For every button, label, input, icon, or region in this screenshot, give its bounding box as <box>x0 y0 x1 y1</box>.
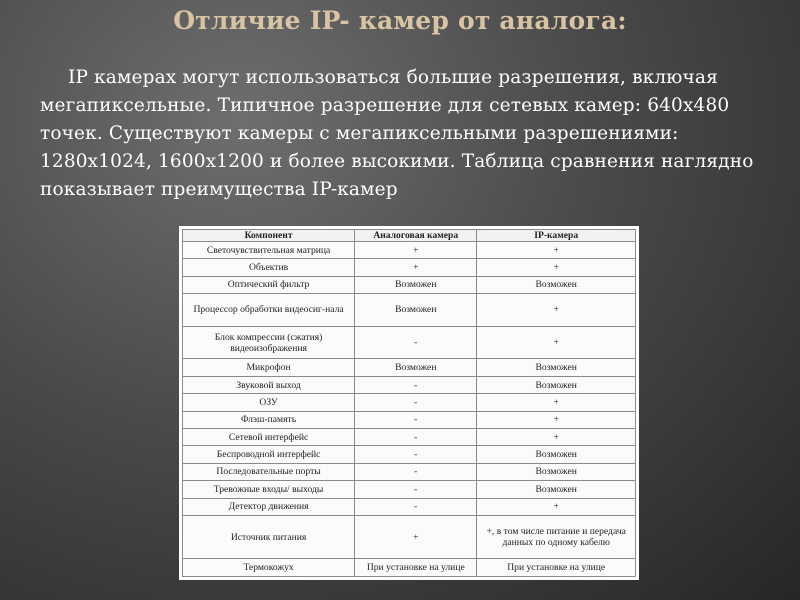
cell-analog: + <box>355 242 477 259</box>
cell-component: Блок компрессии (сжатия) видеоизображения <box>183 326 355 359</box>
table-row <box>183 242 636 259</box>
cell-ip: Возможен <box>477 376 636 393</box>
table-row <box>183 498 636 515</box>
table-row <box>183 446 636 463</box>
cell-component: Флэш-память <box>183 411 355 428</box>
cell-analog: - <box>355 463 477 480</box>
table-row <box>183 559 636 577</box>
comparison-table-image <box>179 226 639 580</box>
cell-component: Звуковой выход <box>183 376 355 393</box>
cell-ip: + <box>477 242 636 259</box>
table-row <box>183 394 636 411</box>
cell-component: Термокожух <box>183 559 355 577</box>
cell-analog: - <box>355 498 477 515</box>
table-row <box>183 463 636 480</box>
table-row <box>183 411 636 428</box>
table-row <box>183 481 636 498</box>
cell-component: Источник питания <box>183 515 355 559</box>
table-row <box>183 428 636 445</box>
table-row <box>183 376 636 393</box>
cell-component: ОЗУ <box>183 394 355 411</box>
cell-ip: Возможен <box>477 359 636 376</box>
cell-analog: - <box>355 446 477 463</box>
table-row <box>183 326 636 359</box>
cell-ip: При установке на улице <box>477 559 636 577</box>
cell-analog: - <box>355 428 477 445</box>
cell-ip: + <box>477 498 636 515</box>
table-header-row <box>183 230 636 242</box>
cell-analog: Возможен <box>355 276 477 293</box>
header-analog-camera: Аналоговая камера <box>355 230 477 242</box>
table-row <box>183 276 636 293</box>
cell-analog: - <box>355 376 477 393</box>
cell-analog: Возможен <box>355 294 477 327</box>
cell-ip: Возможен <box>477 276 636 293</box>
cell-ip: Возможен <box>477 481 636 498</box>
cell-component: Объектив <box>183 259 355 276</box>
table-row <box>183 515 636 559</box>
cell-ip: +, в том числе питание и передача данных по одному кабелю <box>477 515 636 559</box>
cell-component: Оптический фильтр <box>183 276 355 293</box>
cell-analog: + <box>355 515 477 559</box>
cell-analog: - <box>355 481 477 498</box>
comparison-table <box>182 229 636 577</box>
cell-ip: Возможен <box>477 446 636 463</box>
cell-analog: - <box>355 394 477 411</box>
table-row <box>183 359 636 376</box>
cell-component: Последовательные порты <box>183 463 355 480</box>
cell-ip: Возможен <box>477 463 636 480</box>
cell-analog: - <box>355 411 477 428</box>
header-component: Компонент <box>183 230 355 242</box>
cell-component: Процессор обработки видеосиг-нала <box>183 294 355 327</box>
cell-analog: При установке на улице <box>355 559 477 577</box>
cell-component: Беспроводной интерфейс <box>183 446 355 463</box>
cell-ip: + <box>477 326 636 359</box>
cell-ip: + <box>477 411 636 428</box>
cell-component: Детектор движения <box>183 498 355 515</box>
cell-analog: + <box>355 259 477 276</box>
header-ip-camera: IP-камера <box>477 230 636 242</box>
cell-ip: + <box>477 259 636 276</box>
cell-component: Тревожные входы/ выходы <box>183 481 355 498</box>
table-row <box>183 259 636 276</box>
cell-ip: + <box>477 394 636 411</box>
slide-body-text: IP камерах могут использоваться большие разрешения, включая мегапиксельные. Типичное разрешение для сетевых камер: 640х480 точек. Существуют камеры с мегапиксельными разрешениями: 1280x1024, 1600x1200 и более высокими. Таблица сравнения наглядно показывает преимущества IP-камер <box>40 67 754 200</box>
cell-analog: Возможен <box>355 359 477 376</box>
cell-component: Сетевой интерфейс <box>183 428 355 445</box>
cell-component: Микрофон <box>183 359 355 376</box>
slide-title: Отличие IP- камер от аналога: <box>173 6 627 35</box>
cell-analog: - <box>355 326 477 359</box>
cell-component: Светочувствительная матрица <box>183 242 355 259</box>
cell-ip: + <box>477 294 636 327</box>
cell-ip: + <box>477 428 636 445</box>
table-row <box>183 294 636 327</box>
